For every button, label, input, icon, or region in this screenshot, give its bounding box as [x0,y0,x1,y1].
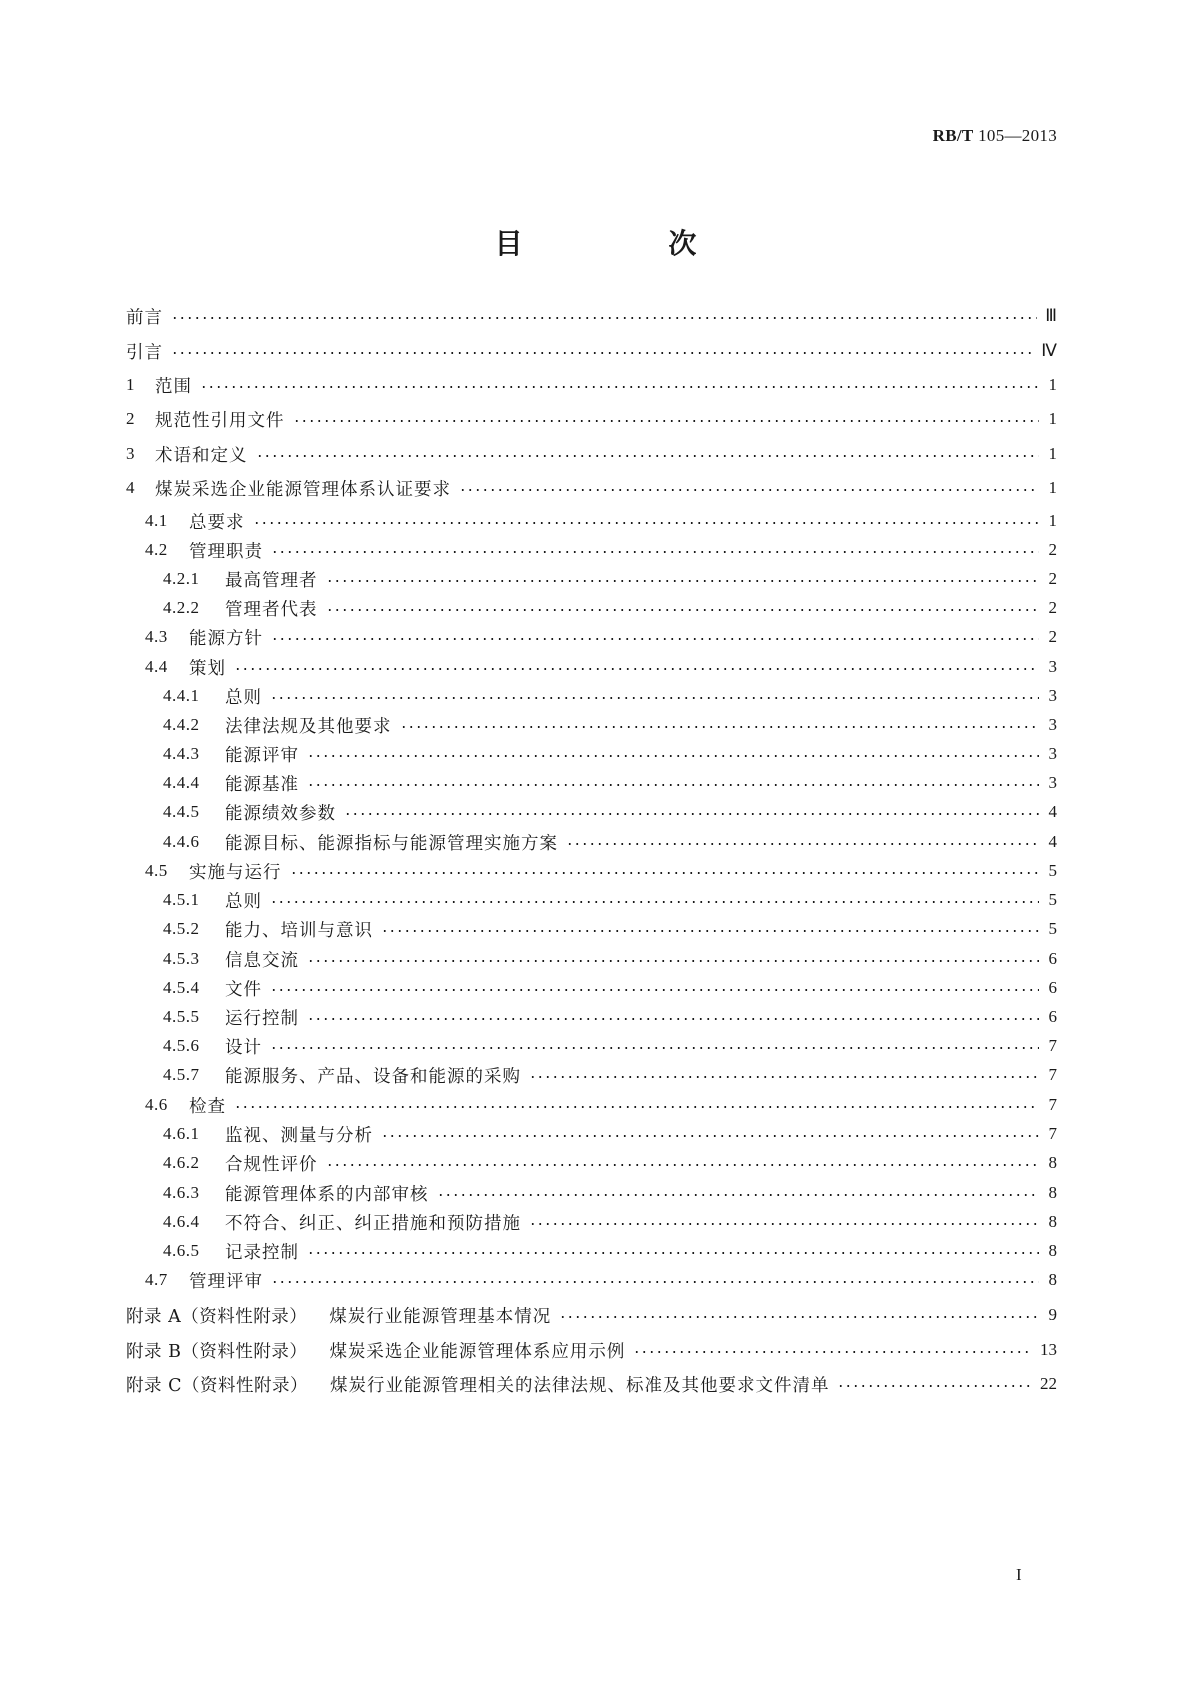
toc-entry[interactable] [163,887,1057,913]
toc-entry-number: 附录 C（资料性附录） [126,1375,308,1396]
standard-code-number: 105—2013 [978,126,1057,145]
toc-entry-page: 22 [1040,1374,1057,1393]
toc-entry-page: 3 [1048,657,1057,676]
toc-entry-title: 总则 [225,687,262,708]
dot-leader [529,1076,1039,1078]
dot-leader [381,930,1039,932]
toc-entry-title: 最高管理者 [225,570,318,591]
toc-entry-page: 6 [1048,978,1057,997]
dot-leader [307,784,1039,786]
dot-leader [271,551,1039,553]
page-title: 目 次 [494,227,765,260]
toc-entry-page: 5 [1048,919,1057,938]
dot-leader [270,989,1039,991]
toc-entry[interactable] [163,1209,1057,1235]
toc-entry[interactable] [145,1092,1057,1118]
toc-entry-title: 能力、培训与意识 [225,920,373,941]
toc-entry-title: 记录控制 [225,1242,299,1263]
toc-entry[interactable] [126,1337,1057,1363]
toc-entry-title: 合规性评价 [225,1154,318,1175]
toc-entry-number: 附录 B（资料性附录） [126,1341,308,1362]
toc-entry-page: 8 [1048,1270,1057,1289]
dot-leader [234,668,1039,670]
toc-entry-title: 煤炭行业能源管理基本情况 [329,1306,552,1327]
toc-entry-number: 4.6.4 [163,1212,200,1231]
toc-entry-title: 不符合、纠正、纠正措施和预防措施 [225,1213,521,1234]
toc-entry[interactable] [126,338,1057,364]
toc-entry-number: 4.4.1 [163,686,200,705]
toc-entry-title: 引言 [126,342,163,363]
toc-entry-number: 4.5.6 [163,1036,200,1055]
toc-entry-page: 1 [1048,478,1057,497]
toc-entry-page: 7 [1048,1036,1057,1055]
dot-leader [256,455,1040,457]
toc-entry[interactable] [163,1121,1057,1147]
dot-leader [293,420,1040,422]
dot-leader [529,1223,1039,1225]
toc-entry-page: 7 [1048,1124,1057,1143]
dot-leader [270,697,1039,699]
dot-leader [290,872,1040,874]
toc-entry-title: 煤炭采选企业能源管理体系应用示例 [329,1341,626,1362]
toc-entry-title: 能源基准 [225,774,299,795]
toc-entry[interactable] [126,441,1057,467]
dot-leader [171,317,1037,319]
toc-entry-page: Ⅳ [1041,341,1057,360]
toc-entry-number: 4.2.1 [163,569,200,588]
dot-leader [344,813,1039,815]
toc-entry-page: 2 [1048,540,1057,559]
toc-entry-title: 法律法规及其他要求 [225,716,392,737]
toc-entry-page: 8 [1048,1183,1057,1202]
toc-entry-title: 检查 [189,1096,226,1117]
toc-entry-number: 4.6.1 [163,1124,200,1143]
toc-entry[interactable] [126,475,1057,501]
toc-entry-title: 实施与运行 [189,862,282,883]
toc-entry[interactable] [126,406,1057,432]
toc-entry-page: 8 [1048,1241,1057,1260]
toc-entry-title: 管理职责 [189,541,263,562]
dot-leader [400,726,1040,728]
toc-entry-page: 8 [1048,1212,1057,1231]
toc-entry[interactable] [163,1238,1057,1264]
toc-entry[interactable] [163,946,1057,972]
toc-entry-number: 1 [126,375,135,394]
dot-leader [837,1385,1032,1387]
toc-entry[interactable] [163,566,1057,592]
toc-entry-title: 范围 [155,376,192,397]
toc-entry-page: 2 [1048,627,1057,646]
dot-leader [437,1194,1040,1196]
toc-entry-number: 4 [126,478,135,497]
toc-entry-title: 能源评审 [225,745,299,766]
toc-entry-title: 能源服务、产品、设备和能源的采购 [225,1066,521,1087]
toc-entry-page: 13 [1040,1340,1057,1359]
toc-entry-page: 5 [1048,861,1057,880]
toc-entry[interactable] [163,799,1057,825]
toc-entry[interactable] [163,1004,1057,1030]
toc-entry-number: 4.1 [145,511,168,530]
toc-entry[interactable] [163,683,1057,709]
toc-entry-number: 2 [126,409,135,428]
toc-entry-number: 4.5.1 [163,890,200,909]
toc-entry-title: 监视、测量与分析 [225,1125,373,1146]
dot-leader [307,960,1039,962]
toc-entry-title: 管理者代表 [225,599,318,620]
toc-entry-number: 4.4.4 [163,773,200,792]
toc-entry[interactable] [163,770,1057,796]
toc-entry-page: 6 [1048,1007,1057,1026]
toc-entry[interactable] [145,624,1057,650]
toc-entry-page: 1 [1048,444,1057,463]
toc-entry[interactable] [163,829,1057,855]
toc-entry-number: 4.4.3 [163,744,200,763]
dot-leader [270,1047,1039,1049]
toc-entry-page: 2 [1048,598,1057,617]
toc-entry[interactable] [126,1302,1057,1328]
toc-entry-title: 术语和定义 [155,445,248,466]
toc-entry-page: 8 [1048,1153,1057,1172]
standard-code-prefix: RB/T [932,126,974,145]
dot-leader [326,1164,1040,1166]
toc-entry-number: 4.5.7 [163,1065,200,1084]
toc-entry-page: 9 [1048,1305,1057,1324]
toc-entry-number: 4.5.3 [163,949,200,968]
dot-leader [171,352,1033,354]
dot-leader [633,1351,1032,1353]
dot-leader [253,522,1040,524]
toc-entry-page: 1 [1048,511,1057,530]
toc-entry-title: 设计 [225,1037,262,1058]
toc-entry[interactable] [145,537,1057,563]
toc-entry[interactable] [163,595,1057,621]
toc-entry-title: 管理评审 [189,1271,263,1292]
toc-entry-number: 4.5.4 [163,978,200,997]
toc-entry-title: 能源目标、能源指标与能源管理实施方案 [225,833,558,854]
toc-entry[interactable] [163,975,1057,1001]
toc-entry[interactable] [163,916,1057,942]
toc-entry-title: 规范性引用文件 [155,410,285,431]
toc-entry-title: 煤炭行业能源管理相关的法律法规、标准及其他要求文件清单 [329,1375,830,1396]
toc-entry[interactable] [145,654,1057,680]
dot-leader [307,755,1039,757]
toc-entry-number: 3 [126,444,135,463]
toc-entry[interactable] [163,1150,1057,1176]
dot-leader [326,609,1040,611]
toc-entry[interactable] [126,1371,1057,1397]
toc-entry-page: 3 [1048,773,1057,792]
toc-entry[interactable] [145,858,1057,884]
toc-entry-number: 4.6.5 [163,1241,200,1260]
toc-entry-number: 4.5 [145,861,168,880]
toc-entry-title: 能源绩效参数 [225,803,336,824]
toc-entry-page: 4 [1048,802,1057,821]
toc-entry-page: 7 [1048,1095,1057,1114]
toc-entry-number: 4.7 [145,1270,168,1289]
toc-entry-number: 4.4.2 [163,715,200,734]
toc-entry-title: 煤炭采选企业能源管理体系认证要求 [155,479,451,500]
dot-leader [459,489,1039,491]
toc-entry-title: 信息交流 [225,950,299,971]
toc-entry-number: 4.2 [145,540,168,559]
toc-entry-number: 4.2.2 [163,598,200,617]
toc-entry-number: 4.6 [145,1095,168,1114]
toc-entry[interactable] [126,303,1057,329]
toc-entry-page: Ⅲ [1045,306,1057,325]
dot-leader [307,1018,1039,1020]
toc-entry-number: 附录 A（资料性附录） [126,1306,308,1327]
toc-entry-page: 6 [1048,949,1057,968]
toc-entry[interactable] [163,1062,1057,1088]
toc-entry[interactable] [126,372,1057,398]
toc-entry-page: 2 [1048,569,1057,588]
toc-entry[interactable] [163,741,1057,767]
toc-entry-number: 4.6.2 [163,1153,200,1172]
toc-entry[interactable] [163,1033,1057,1059]
toc-entry-page: 3 [1048,744,1057,763]
toc-entry-number: 4.4.6 [163,832,200,851]
dot-leader [326,580,1040,582]
dot-leader [271,638,1039,640]
toc-entry-title: 运行控制 [225,1008,299,1029]
dot-leader [559,1316,1039,1318]
dot-leader [270,901,1039,903]
page-number: I [1016,1565,1022,1584]
toc-entry-number: 4.4.5 [163,802,200,821]
toc-entry-title: 总则 [225,891,262,912]
toc-entry-title: 能源管理体系的内部审核 [225,1184,429,1205]
toc-entry-page: 3 [1048,686,1057,705]
toc-entry-page: 1 [1048,409,1057,428]
toc-entry-page: 4 [1048,832,1057,851]
toc-entry[interactable] [145,508,1057,534]
dot-leader [307,1252,1039,1254]
toc-entry[interactable] [163,712,1057,738]
toc-entry-title: 文件 [225,979,262,1000]
toc-entry[interactable] [163,1180,1057,1206]
toc-entry-title: 策划 [189,658,226,679]
toc-entry-page: 7 [1048,1065,1057,1084]
toc-entry-number: 4.4 [145,657,168,676]
dot-leader [271,1281,1039,1283]
toc-entry-title: 能源方针 [189,628,263,649]
toc-entry-page: 1 [1048,375,1057,394]
toc-entry-number: 4.6.3 [163,1183,200,1202]
toc-entry[interactable] [145,1267,1057,1293]
toc-entry-page: 3 [1048,715,1057,734]
toc-entry-number: 4.5.2 [163,919,200,938]
toc-entry-number: 4.5.5 [163,1007,200,1026]
toc-entry-title: 前言 [126,307,163,328]
dot-leader [234,1106,1039,1108]
dot-leader [566,843,1039,845]
toc-entry-page: 5 [1048,890,1057,909]
dot-leader [200,386,1039,388]
dot-leader [381,1135,1039,1137]
toc-entry-title: 总要求 [189,512,245,533]
toc-entry-number: 4.3 [145,627,168,646]
